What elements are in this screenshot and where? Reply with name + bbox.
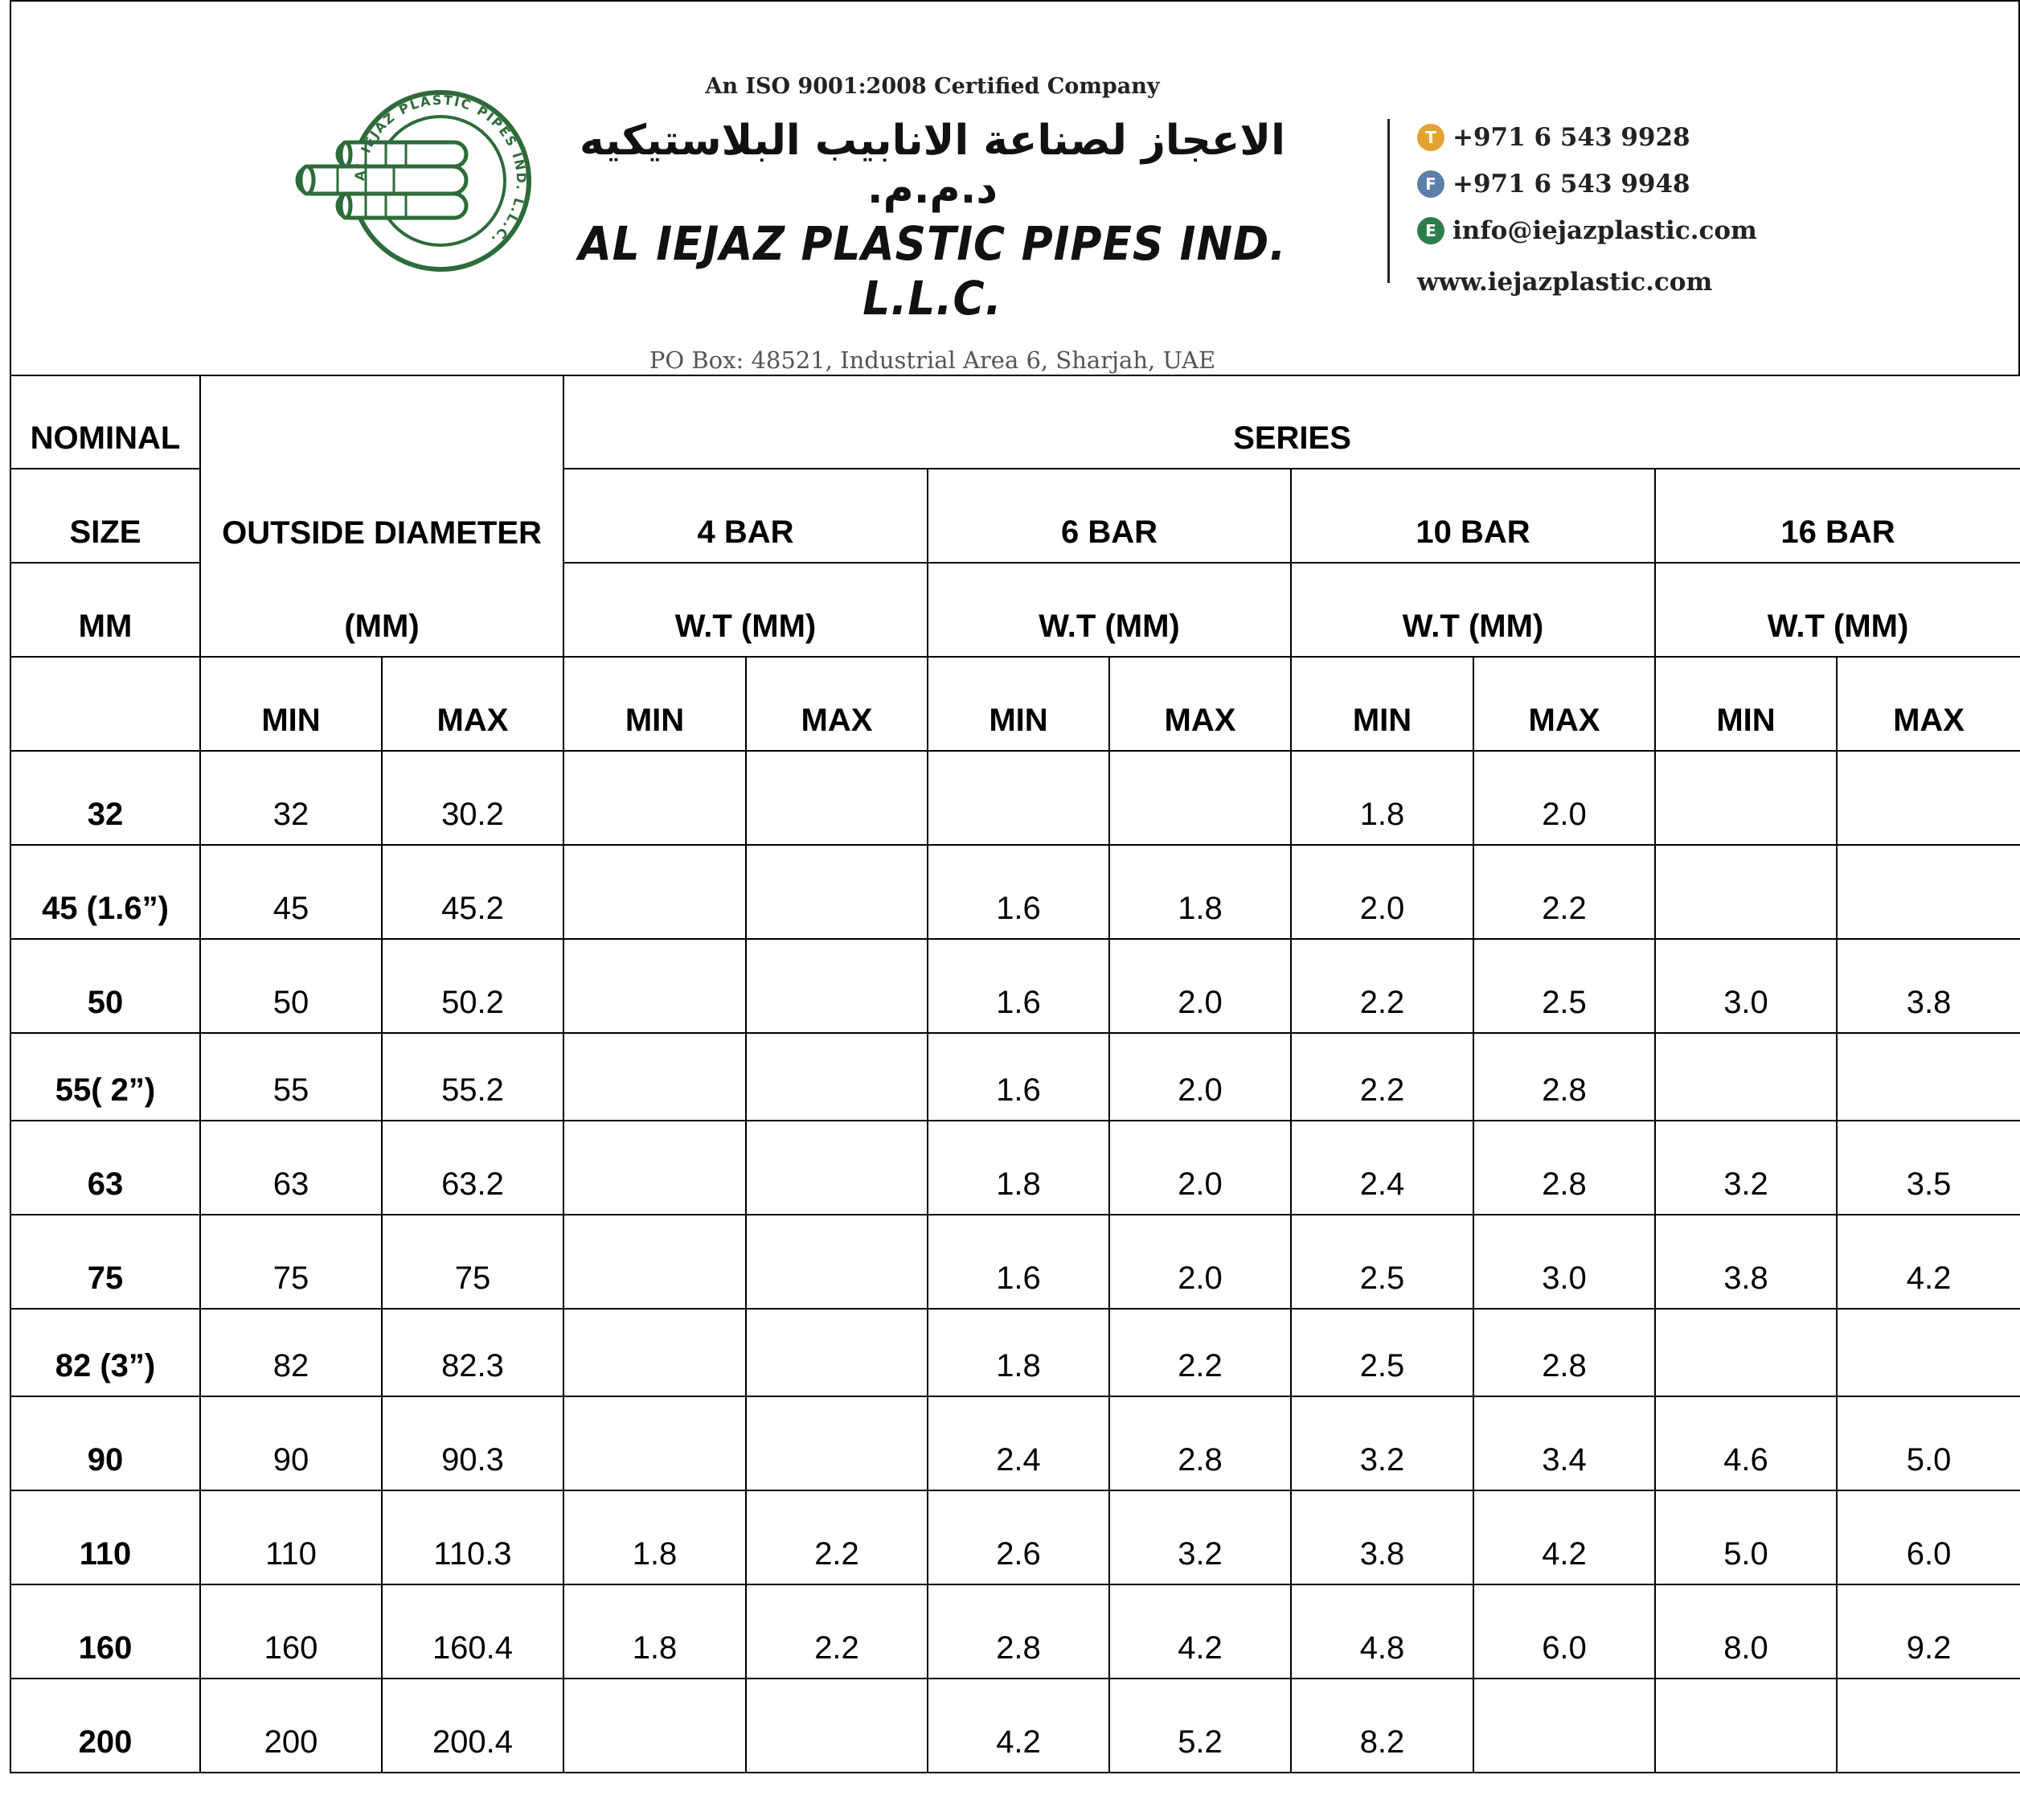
contact-list <box>1417 114 1757 305</box>
nominal-size-cell: 110 <box>10 1490 200 1584</box>
fax-number: +971 6 543 9948 <box>1453 170 1690 199</box>
od-min-cell: 45 <box>200 845 382 939</box>
bar-4-max-header: MAX <box>746 657 928 751</box>
mm-header: MM <box>10 563 200 657</box>
website-url: www.iejazplastic.com <box>1417 268 1713 297</box>
bar-16-min-cell: 8.0 <box>1655 1584 1837 1679</box>
header-divider <box>1387 119 1390 283</box>
bar-10-wt: W.T (MM) <box>1291 563 1655 657</box>
bar-10-max-cell: 2.5 <box>1473 939 1655 1033</box>
table-row <box>10 751 2020 845</box>
bar-10-max-header: MAX <box>1473 657 1655 751</box>
bar-6-max-cell: 2.0 <box>1109 939 1291 1033</box>
table-row <box>10 1033 2020 1121</box>
bar-16-max-cell: 6.0 <box>1837 1490 2020 1584</box>
bar-16-min-cell: 3.0 <box>1655 939 1837 1033</box>
bar-6-min-cell: 1.6 <box>928 1033 1109 1121</box>
bar-4-min-cell <box>563 939 746 1033</box>
fax-icon: F <box>1417 170 1444 198</box>
bar-4-min-header: MIN <box>563 657 746 751</box>
company-name: AL IEJAZ PLASTIC PIPES IND. L.L.C. <box>578 216 1287 326</box>
email-address: info@iejazplastic.com <box>1453 216 1757 245</box>
outside-diameter-header-top <box>200 375 563 469</box>
od-max-header: MAX <box>382 657 563 751</box>
bar-10-max-cell <box>1473 1679 1655 1773</box>
od-min-cell: 32 <box>200 751 382 845</box>
bar-10-min-cell: 3.8 <box>1291 1490 1473 1584</box>
bar-6-max-cell: 2.0 <box>1109 1121 1291 1215</box>
bar-4-min-cell <box>563 751 746 845</box>
bar-4-min-cell <box>563 1396 746 1490</box>
header-row-minmax <box>10 657 2020 751</box>
bar-16-min-cell <box>1655 1033 1837 1121</box>
company-block <box>547 74 1318 374</box>
bar-6-max-cell: 2.2 <box>1109 1309 1291 1396</box>
bar-6-min-cell: 2.6 <box>928 1490 1109 1584</box>
bar-6-max-cell: 2.0 <box>1109 1033 1291 1121</box>
bar-6-min-cell: 2.8 <box>928 1584 1109 1679</box>
nominal-size-cell: 200 <box>10 1679 200 1773</box>
pipe-spec-table <box>10 375 2020 1773</box>
bar-6-max-cell: 3.2 <box>1109 1490 1291 1584</box>
bar-10-min-cell: 2.0 <box>1291 845 1473 939</box>
header-row-3 <box>10 563 2020 657</box>
bar-4-min-cell <box>563 1215 746 1309</box>
table-row <box>10 939 2020 1033</box>
nominal-size-cell: 90 <box>10 1396 200 1490</box>
bar-4-min-cell <box>563 1309 746 1396</box>
od-min-cell: 50 <box>200 939 382 1033</box>
od-min-cell: 55 <box>200 1033 382 1121</box>
bar-10-min-cell: 1.8 <box>1291 751 1473 845</box>
iso-certification: An ISO 9001:2008 Certified Company <box>705 74 1160 99</box>
bar-10-min-cell: 2.5 <box>1291 1215 1473 1309</box>
header-row-2 <box>10 469 2020 563</box>
bar-16-max-cell <box>1837 1033 2020 1121</box>
table-row <box>10 1490 2020 1584</box>
bar-10-min-cell: 2.4 <box>1291 1121 1473 1215</box>
bar-10-min-cell: 3.2 <box>1291 1396 1473 1490</box>
table-row <box>10 1396 2020 1490</box>
bar-4-min-cell <box>563 1121 746 1215</box>
od-min-cell: 82 <box>200 1309 382 1396</box>
bar-10-max-cell: 3.4 <box>1473 1396 1655 1490</box>
bar-16-max-cell <box>1837 845 2020 939</box>
od-min-cell: 90 <box>200 1396 382 1490</box>
contact-fax <box>1417 161 1757 207</box>
od-min-cell: 75 <box>200 1215 382 1309</box>
bar-6-wt: W.T (MM) <box>928 563 1291 657</box>
bar-4-min-cell <box>563 845 746 939</box>
bar-10-min-cell: 2.5 <box>1291 1309 1473 1396</box>
bar-16-wt: W.T (MM) <box>1655 563 2020 657</box>
nominal-header: NOMINAL <box>10 375 200 469</box>
bar-16-min-header: MIN <box>1655 657 1837 751</box>
table-row <box>10 845 2020 939</box>
od-max-cell: 160.4 <box>382 1584 563 1679</box>
bar-10-min-cell: 2.2 <box>1291 1033 1473 1121</box>
bar-6-header: 6 BAR <box>928 469 1291 563</box>
od-max-cell: 50.2 <box>382 939 563 1033</box>
bar-6-min-cell: 1.8 <box>928 1309 1109 1396</box>
bar-6-max-cell <box>1109 751 1291 845</box>
bar-16-min-cell: 4.6 <box>1655 1396 1837 1490</box>
spec-table-body <box>10 751 2020 1773</box>
od-max-cell: 110.3 <box>382 1490 563 1584</box>
bar-4-max-cell <box>746 1679 928 1773</box>
od-min-cell: 200 <box>200 1679 382 1773</box>
telephone-number: +971 6 543 9928 <box>1453 123 1690 152</box>
bar-6-min-cell: 1.6 <box>928 1215 1109 1309</box>
header-row-1 <box>10 375 2020 469</box>
minmax-blank <box>10 657 200 751</box>
bar-4-header: 4 BAR <box>563 469 928 563</box>
bar-16-max-cell: 5.0 <box>1837 1396 2020 1490</box>
od-max-cell: 82.3 <box>382 1309 563 1396</box>
bar-4-min-cell <box>563 1679 746 1773</box>
bar-16-header: 16 BAR <box>1655 469 2020 563</box>
bar-16-min-cell: 3.8 <box>1655 1215 1837 1309</box>
bar-4-max-cell: 2.2 <box>746 1584 928 1679</box>
bar-10-max-cell: 2.2 <box>1473 845 1655 939</box>
company-name-arabic: الاعجاز لصناعة الانابيب البلاستيكيه د.م.م. <box>580 117 1285 213</box>
bar-16-min-cell <box>1655 751 1837 845</box>
table-row <box>10 1679 2020 1773</box>
bar-16-max-cell: 3.8 <box>1837 939 2020 1033</box>
outside-diameter-unit: (MM) <box>200 563 563 657</box>
contact-email <box>1417 207 1757 254</box>
bar-4-max-cell: 2.2 <box>746 1490 928 1584</box>
bar-16-min-cell <box>1655 1309 1837 1396</box>
bar-10-max-cell: 2.8 <box>1473 1121 1655 1215</box>
bar-4-min-cell: 1.8 <box>563 1490 746 1584</box>
bar-6-max-cell: 4.2 <box>1109 1584 1291 1679</box>
bar-4-max-cell <box>746 1215 928 1309</box>
bar-10-max-cell: 3.0 <box>1473 1215 1655 1309</box>
bar-4-max-cell <box>746 939 928 1033</box>
company-address: PO Box: 48521, Industrial Area 6, Sharjah, UAE <box>649 346 1216 374</box>
bar-10-min-cell: 4.8 <box>1291 1584 1473 1679</box>
bar-6-min-cell <box>928 751 1109 845</box>
od-max-cell: 55.2 <box>382 1033 563 1121</box>
bar-4-max-cell <box>746 751 928 845</box>
nominal-size-cell: 55( 2”) <box>10 1033 200 1121</box>
bar-6-max-cell: 1.8 <box>1109 845 1291 939</box>
contact-website <box>1417 259 1757 305</box>
outside-diameter-header: OUTSIDE DIAMETER <box>200 469 563 563</box>
bar-10-max-cell: 2.0 <box>1473 751 1655 845</box>
od-max-cell: 63.2 <box>382 1121 563 1215</box>
od-min-cell: 63 <box>200 1121 382 1215</box>
series-header: SERIES <box>563 375 2020 469</box>
bar-6-min-cell: 1.6 <box>928 845 1109 939</box>
table-row <box>10 1215 2020 1309</box>
nominal-size-cell: 63 <box>10 1121 200 1215</box>
bar-6-max-cell: 2.8 <box>1109 1396 1291 1490</box>
bar-16-max-cell <box>1837 1679 2020 1773</box>
bar-6-min-cell: 1.6 <box>928 939 1109 1033</box>
bar-6-max-cell: 2.0 <box>1109 1215 1291 1309</box>
nominal-size-cell: 50 <box>10 939 200 1033</box>
bar-4-max-cell <box>746 1396 928 1490</box>
od-max-cell: 90.3 <box>382 1396 563 1490</box>
table-row <box>10 1584 2020 1679</box>
nominal-size-cell: 75 <box>10 1215 200 1309</box>
nominal-size-cell: 32 <box>10 751 200 845</box>
size-header: SIZE <box>10 469 200 563</box>
bar-10-max-cell: 2.8 <box>1473 1033 1655 1121</box>
bar-10-min-cell: 2.2 <box>1291 939 1473 1033</box>
nominal-size-cell: 160 <box>10 1584 200 1679</box>
od-max-cell: 75 <box>382 1215 563 1309</box>
bar-16-max-cell: 9.2 <box>1837 1584 2020 1679</box>
bar-4-max-cell <box>746 1121 928 1215</box>
od-max-cell: 45.2 <box>382 845 563 939</box>
bar-16-min-cell: 3.2 <box>1655 1121 1837 1215</box>
bar-6-min-cell: 4.2 <box>928 1679 1109 1773</box>
bar-4-min-cell: 1.8 <box>563 1584 746 1679</box>
telephone-icon: T <box>1417 124 1444 151</box>
bar-6-max-header: MAX <box>1109 657 1291 751</box>
bar-16-max-cell <box>1837 1309 2020 1396</box>
bar-16-max-cell <box>1837 751 2020 845</box>
contact-telephone <box>1417 114 1757 161</box>
bar-6-min-header: MIN <box>928 657 1109 751</box>
nominal-size-cell: 45 (1.6”) <box>10 845 200 939</box>
bar-16-min-cell: 5.0 <box>1655 1490 1837 1584</box>
od-min-cell: 160 <box>200 1584 382 1679</box>
bar-4-min-cell <box>563 1033 746 1121</box>
company-logo <box>289 76 539 285</box>
table-row <box>10 1121 2020 1215</box>
od-max-cell: 30.2 <box>382 751 563 845</box>
bar-4-max-cell <box>746 1309 928 1396</box>
bar-4-max-cell <box>746 845 928 939</box>
bar-10-max-cell: 4.2 <box>1473 1490 1655 1584</box>
bar-16-min-cell <box>1655 1679 1837 1773</box>
bar-6-min-cell: 2.4 <box>928 1396 1109 1490</box>
bar-16-max-cell: 4.2 <box>1837 1215 2020 1309</box>
bar-6-max-cell: 5.2 <box>1109 1679 1291 1773</box>
bar-10-min-header: MIN <box>1291 657 1473 751</box>
email-icon: E <box>1417 217 1444 244</box>
bar-10-min-cell: 8.2 <box>1291 1679 1473 1773</box>
bar-6-min-cell: 1.8 <box>928 1121 1109 1215</box>
od-max-cell: 200.4 <box>382 1679 563 1773</box>
bar-16-max-cell: 3.5 <box>1837 1121 2020 1215</box>
logo-ring-text: AL IEJAZ PLASTIC PIPES IND. L.L.C. <box>351 92 530 248</box>
bar-4-max-cell <box>746 1033 928 1121</box>
bar-16-max-header: MAX <box>1837 657 2020 751</box>
bar-10-max-cell: 6.0 <box>1473 1584 1655 1679</box>
table-row <box>10 1309 2020 1396</box>
bar-4-wt: W.T (MM) <box>563 563 928 657</box>
nominal-size-cell: 82 (3”) <box>10 1309 200 1396</box>
bar-10-max-cell: 2.8 <box>1473 1309 1655 1396</box>
od-min-header: MIN <box>200 657 382 751</box>
od-min-cell: 110 <box>200 1490 382 1584</box>
bar-16-min-cell <box>1655 845 1837 939</box>
bar-10-header: 10 BAR <box>1291 469 1655 563</box>
